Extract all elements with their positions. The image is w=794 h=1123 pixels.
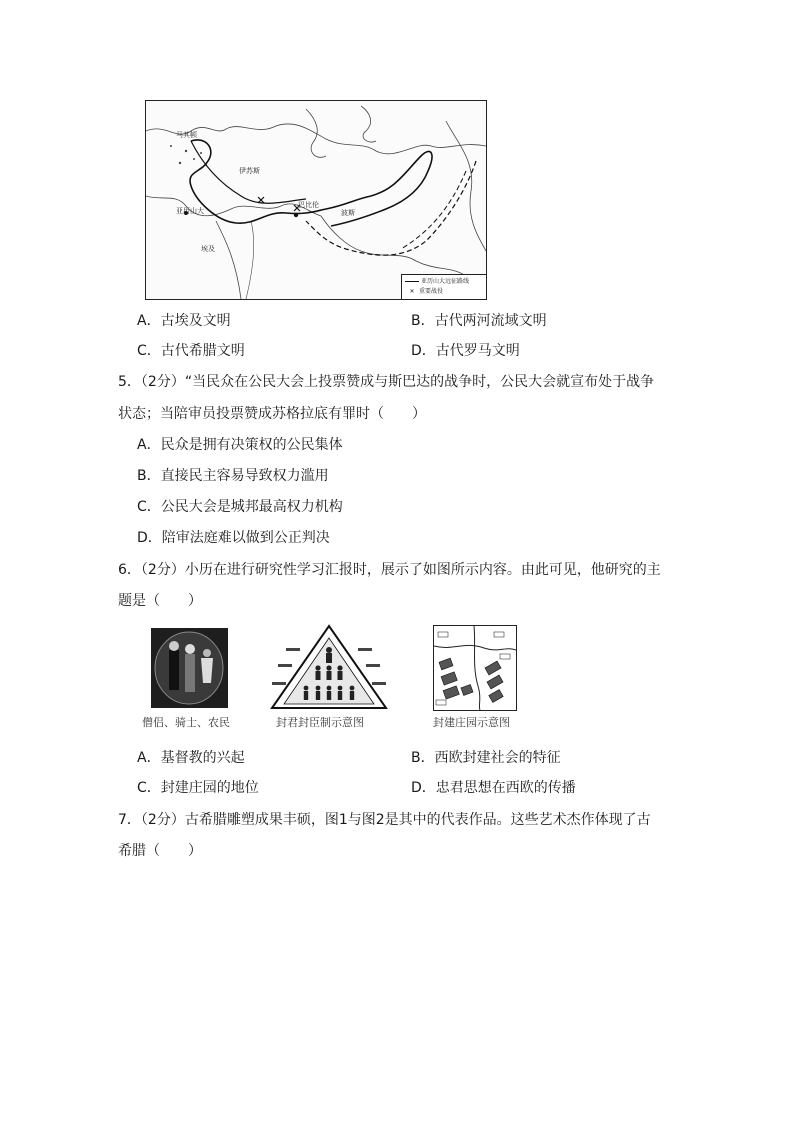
q4-option-b[interactable]: B．古代两河流域文明 [411, 313, 547, 329]
map-label-babylon: 巴比伦 [298, 201, 319, 209]
q4-option-c[interactable]: C．古代希腊文明 [137, 343, 245, 359]
q7-stem-line2: 希腊（ ） [118, 843, 202, 859]
manor-map-image [433, 625, 517, 711]
q6-option-b[interactable]: B．西欧封建社会的特征 [411, 750, 561, 766]
pic2-caption: 封君封臣制示意图 [276, 716, 364, 729]
q6-option-c[interactable]: C．封建庄园的地位 [137, 780, 259, 796]
map-label-persia: 波斯 [341, 209, 355, 217]
q5-option-d[interactable]: D．陪审法庭难以做到公正判决 [137, 530, 330, 546]
feudal-pyramid-diagram [268, 624, 390, 710]
q5-option-b[interactable]: B．直接民主容易导致权力滥用 [137, 468, 329, 484]
q7-stem-line1: 7．（2分）古希腊雕塑成果丰硕，图1与图2是其中的代表作品。这些艺术杰作体现了古 [118, 812, 651, 828]
legend-route-label: 亚历山大远征路线 [421, 278, 470, 285]
map-label-egypt: 埃及 [201, 245, 215, 253]
battle-cross-icon: ✕ [409, 288, 415, 295]
q4-option-d[interactable]: D．古代罗马文明 [411, 343, 520, 359]
map-label-alexandria: 亚历山大 [176, 207, 204, 215]
q6-option-d[interactable]: D．忠君思想在西欧的传播 [411, 780, 576, 796]
expedition-map [145, 100, 487, 300]
pic3-caption: 封建庄园示意图 [433, 716, 510, 729]
q5-option-c[interactable]: C．公民大会是城邦最高权力机构 [137, 499, 343, 515]
q6-option-a[interactable]: A．基督教的兴起 [137, 750, 245, 766]
map-label-persepolis: 伊苏斯 [239, 167, 260, 175]
q6-stem-line1: 6．（2分）小历在进行研究性学习汇报时，展示了如图所示内容。由此可见，他研究的主 [118, 562, 661, 578]
q6-stem-line2: 题是（ ） [118, 593, 202, 609]
q5-stem-line1: 5．（2分）“当民众在公民大会上投票赞成与斯巴达的战争时，公民大会就宣布处于战争 [118, 374, 655, 390]
legend-battle [405, 288, 443, 295]
map-label-macedonia: 马其顿 [176, 131, 197, 139]
legend-battle-label: 重要战役 [419, 288, 444, 295]
q5-stem-line2: 状态；当陪审员投票赞成苏格拉底有罪时（ ） [118, 406, 426, 422]
pic1-caption: 僧侣、骑士、农民 [142, 716, 230, 729]
map-drawing [146, 101, 486, 299]
legend-route [405, 278, 469, 285]
monk-knight-peasant-image [151, 628, 228, 708]
q5-option-a[interactable]: A．民众是拥有决策权的公民集体 [137, 437, 343, 453]
legend-line-icon [405, 281, 419, 282]
q4-option-a[interactable]: A．古埃及文明 [137, 313, 231, 329]
map-legend [401, 274, 486, 299]
